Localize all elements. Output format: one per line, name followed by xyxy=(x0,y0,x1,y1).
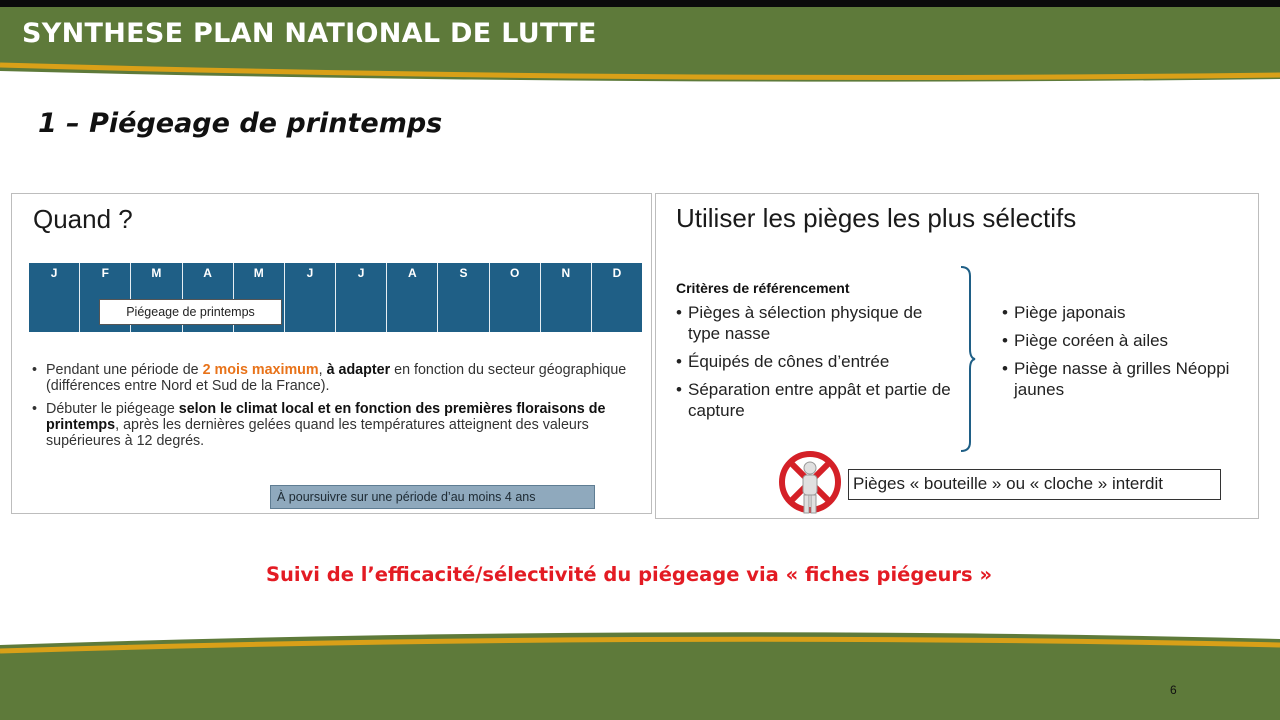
trap-item: • Piège coréen à ailes xyxy=(1002,330,1254,351)
month-label: N xyxy=(561,266,571,280)
bullet-duration xyxy=(32,362,632,394)
bullet-text: , après les dernières gelées quand les températures atteignent des valeurs supérieures à 12 degrés. xyxy=(46,417,589,449)
month-cell xyxy=(490,263,541,332)
month-label: A xyxy=(203,266,212,280)
month-cell xyxy=(541,263,592,332)
spring-trapping-period: Piégeage de printemps xyxy=(99,299,282,325)
month-label: J xyxy=(50,266,58,280)
criteria-item: • Pièges à sélection physique de type nasse xyxy=(676,302,956,344)
highlight-adapt: à adapter xyxy=(326,362,391,378)
month-label: O xyxy=(509,266,520,280)
pursue-duration-box: À poursuivre sur une période d’au moins 4 ans xyxy=(270,485,595,509)
selective-traps-heading: Utiliser les pièges les plus sélectifs xyxy=(676,203,1077,233)
highlight-duration: 2 mois maximum xyxy=(202,362,319,378)
bullet-text: , xyxy=(318,362,327,378)
tracking-statement: Suivi de l’efficacité/sélectivité du piégeage via « fiches piégeurs » xyxy=(265,563,993,586)
trap-item: • Piège nasse à grilles Néoppi jaunes xyxy=(1002,358,1254,400)
month-label: A xyxy=(407,266,417,280)
slide-header-title: SYNTHESE PLAN NATIONAL DE LUTTE xyxy=(22,18,597,49)
month-cell xyxy=(336,263,387,332)
prohibited-person-icon xyxy=(768,450,848,518)
month-label: D xyxy=(612,266,622,280)
selective-traps-panel xyxy=(655,193,1259,519)
bullet-text: Pendant une période de xyxy=(46,362,203,378)
month-cell xyxy=(438,263,489,332)
month-cell xyxy=(387,263,438,332)
month-label: J xyxy=(357,266,365,280)
criteria-title: Critères de référencement xyxy=(676,280,850,296)
month-cell xyxy=(592,263,642,332)
when-bullet-list xyxy=(32,362,632,456)
bullet-text: Débuter le piégeage xyxy=(46,401,179,417)
top-edge xyxy=(0,0,1280,7)
month-label: F xyxy=(101,266,109,280)
bullet-start xyxy=(32,401,632,449)
criteria-list xyxy=(676,302,956,428)
when-heading: Quand ? xyxy=(33,204,133,234)
recommended-traps-list xyxy=(1002,302,1254,407)
when-panel xyxy=(11,193,652,514)
page-number: 6 xyxy=(1170,683,1177,697)
trap-item: • Piège japonais xyxy=(1002,302,1254,323)
right-brace xyxy=(956,266,976,452)
slide-subtitle: 1 – Piégeage de printemps xyxy=(38,108,443,139)
month-label: S xyxy=(459,266,468,280)
month-cell xyxy=(285,263,336,332)
highlight-climate: selon le climat local et en fonction des premières floraisons de printemps xyxy=(46,401,606,433)
month-cell xyxy=(29,263,80,332)
criteria-item: • Équipés de cônes d’entrée xyxy=(676,351,956,372)
footer-band xyxy=(0,625,1280,720)
criteria-item: • Séparation entre appât et partie de capture xyxy=(676,379,956,421)
month-label: M xyxy=(151,266,162,280)
bullet-text: en fonction du secteur géographique (différences entre Nord et Sud de la France). xyxy=(46,362,627,394)
month-label: J xyxy=(306,266,314,280)
forbidden-traps-box: Pièges « bouteille » ou « cloche » interdit xyxy=(848,469,1221,500)
month-label: M xyxy=(253,266,264,280)
